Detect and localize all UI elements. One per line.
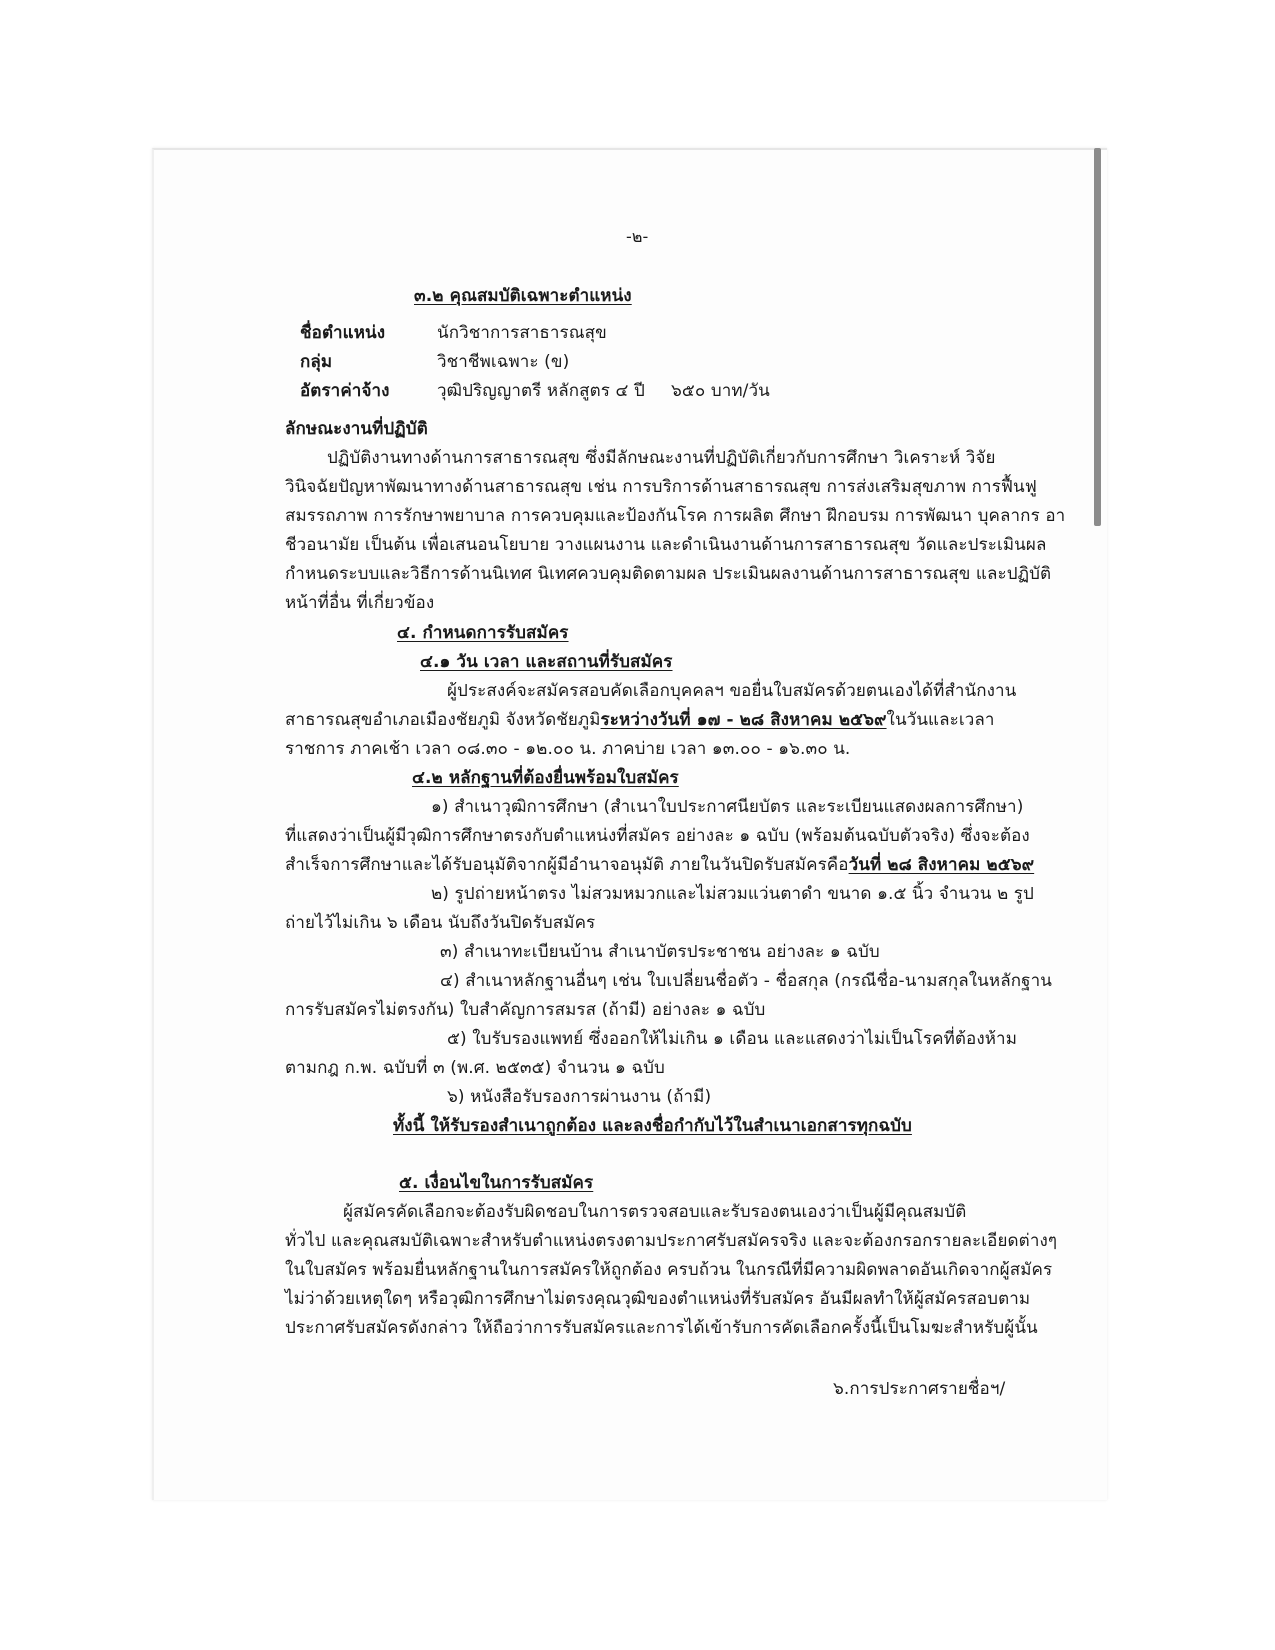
document-item-5: ตามกฎ ก.พ. ฉบับที่ ๓ (พ.ศ. ๒๕๓๕) จำนวน ๑ ฉบับ <box>285 1058 665 1078</box>
group-value: วิชาชีพเฉพาะ (ข) <box>437 352 570 372</box>
document-item-2: ถ่ายไว้ไม่เกิน ๖ เดือน นับถึงวันปิดรับสมัคร <box>285 913 596 933</box>
section-4-1-line2-post: ในวันและเวลา <box>886 710 995 730</box>
section-4-1-line <box>285 709 995 731</box>
section-5-line: ผู้สมัครคัดเลือกจะต้องรับผิดชอบในการตรวจสอบและรับรองตนเองว่าเป็นผู้มีคุณสมบัติ <box>343 1202 967 1222</box>
section-5-heading: ๕. เงื่อนไขในการรับสมัคร <box>399 1173 594 1193</box>
document-item-2: ๒) รูปถ่ายหน้าตรง ไม่สวมหมวกและไม่สวมแว่นตาดำ ขนาด ๑.๕ นิ้ว จำนวน ๒ รูป <box>431 884 1034 904</box>
document-item-6: ๖) หนังสือรับรองการผ่านงาน (ถ้ามี) <box>447 1087 712 1107</box>
section-3-2-heading: ๓.๒ คุณสมบัติเฉพาะตำแหน่ง <box>414 286 632 306</box>
application-period: ระหว่างวันที่ ๑๗ - ๒๘ สิงหาคม ๒๕๖๙ <box>600 710 887 730</box>
duties-heading: ลักษณะงานที่ปฏิบัติ <box>285 419 428 439</box>
document-item-1: ๑) สำเนาวุฒิการศึกษา (สำเนาใบประกาศนียบัตร และระเบียนแสดงผลการศึกษา) <box>431 797 1024 817</box>
section-4-1-line: ผู้ประสงค์จะสมัครสอบคัดเลือกบุคคลฯ ขอยื่นใบสมัครด้วยตนเองได้ที่สำนักงาน <box>447 681 1017 701</box>
continuation-note: ๖.การประกาศรายชื่อฯ/ <box>833 1379 1006 1399</box>
duties-line: วินิจฉัยปัญหาพัฒนาทางด้านสาธารณสุข เช่น การบริการด้านสาธารณสุข การส่งเสริมสุขภาพ การฟื้นฟู <box>285 477 1037 497</box>
section-5-line: ประกาศรับสมัครดังกล่าว ให้ถือว่าการรับสมัครและการได้เข้ารับการคัดเลือกครั้งนี้เป็นโมฆะสำหรับผู้นั้น <box>285 1318 1038 1338</box>
document-item-1: ที่แสดงว่าเป็นผู้มีวุฒิการศึกษาตรงกับตำแหน่งที่สมัคร อย่างละ ๑ ฉบับ (พร้อมต้นฉบับตัวจริง) ซึ่งจะต้อง <box>285 826 1030 846</box>
duties-line: สมรรถภาพ การรักษาพยาบาล การควบคุมและป้องกันโรค การผลิต ศึกษา ฝึกอบรม การพัฒนา บุคลากร อา <box>285 506 1066 526</box>
wage-value: วุฒิปริญญาตรี หลักสูตร ๔ ปี <box>437 381 645 401</box>
duties-line: กำหนดระบบและวิธีการด้านนิเทศ นิเทศควบคุมติดตามผล ประเมินผลงานด้านการสาธารณสุข และปฏิบัติ <box>285 564 1052 584</box>
position-label: ชื่อตำแหน่ง <box>300 323 386 343</box>
duties-line: ปฏิบัติงานทางด้านการสาธารณสุข ซึ่งมีลักษณะงานที่ปฏิบัติเกี่ยวกับการศึกษา วิเคราะห์ วิจัย <box>327 448 996 468</box>
office-hours: ราชการ ภาคเช้า เวลา ๐๘.๓๐ - ๑๒.๐๐ น. ภาคบ่าย เวลา ๑๓.๐๐ - ๑๖.๓๐ น. <box>285 739 851 759</box>
page-number: -๒- <box>626 227 649 246</box>
duties-line: ชีวอนามัย เป็นต้น เพื่อเสนอนโยบาย วางแผนงาน และดำเนินงานด้านการสาธารณสุข วัดและประเมินผล <box>285 535 1047 555</box>
closing-date: วันที่ ๒๘ สิงหาคม ๒๕๖๙ <box>848 855 1035 875</box>
wage-label: อัตราค่าจ้าง <box>300 381 390 401</box>
section-4-2-heading: ๔.๒ หลักฐานที่ต้องยื่นพร้อมใบสมัคร <box>412 768 679 788</box>
document-item-1 <box>285 854 1035 876</box>
duties-line: หน้าที่อื่น ที่เกี่ยวข้อง <box>285 593 435 613</box>
section-5-line: ในใบสมัคร พร้อมยื่นหลักฐานในการสมัครให้ถูกต้อง ครบถ้วน ในกรณีที่มีความผิดพลาดอันเกิดจากผู้สมัคร <box>285 1260 1053 1280</box>
document-item-3: ๓) สำเนาทะเบียนบ้าน สำเนาบัตรประชาชน อย่างละ ๑ ฉบับ <box>440 942 880 962</box>
wage-amount: ๖๕๐ บาท/วัน <box>671 381 770 401</box>
section-4-1-line2-pre: สาธารณสุขอำเภอเมืองชัยภูมิ จังหวัดชัยภูมิ <box>285 710 601 730</box>
certification-note: ทั้งนี้ ให้รับรองสำเนาถูกต้อง และลงชื่อกำกับไว้ในสำเนาเอกสารทุกฉบับ <box>393 1116 912 1136</box>
document-item-4: ๔) สำเนาหลักฐานอื่นๆ เช่น ใบเปลี่ยนชื่อตัว - ชื่อสกุล (กรณีชื่อ-นามสกุลในหลักฐาน <box>440 971 1052 991</box>
section-4-1-heading: ๔.๑ วัน เวลา และสถานที่รับสมัคร <box>420 652 673 672</box>
section-5-line: ทั่วไป และคุณสมบัติเฉพาะสำหรับตำแหน่งตรงตามประกาศรับสมัครจริง และจะต้องกรอกรายละเอียดต่างๆ <box>285 1231 1058 1251</box>
document-item-4: การรับสมัครไม่ตรงกัน) ใบสำคัญการสมรส (ถ้ามี) อย่างละ ๑ ฉบับ <box>285 1000 766 1020</box>
group-label: กลุ่ม <box>300 352 333 372</box>
section-4-heading: ๔. กำหนดการรับสมัคร <box>397 623 569 643</box>
document-item-1-l3: สำเร็จการศึกษาและได้รับอนุมัติจากผู้มีอำนาจอนุมัติ ภายในวันปิดรับสมัครคือ <box>285 855 849 875</box>
section-5-line: ไม่ว่าด้วยเหตุใดๆ หรือวุฒิการศึกษาไม่ตรงคุณวุฒิของตำแหน่งที่รับสมัคร อันมีผลทำให้ผู้สมัครสอบตาม <box>285 1289 1031 1309</box>
position-value: นักวิชาการสาธารณสุข <box>437 323 607 343</box>
document-item-5: ๕) ใบรับรองแพทย์ ซึ่งออกให้ไม่เกิน ๑ เดือน และแสดงว่าไม่เป็นโรคที่ต้องห้าม <box>447 1029 1018 1049</box>
